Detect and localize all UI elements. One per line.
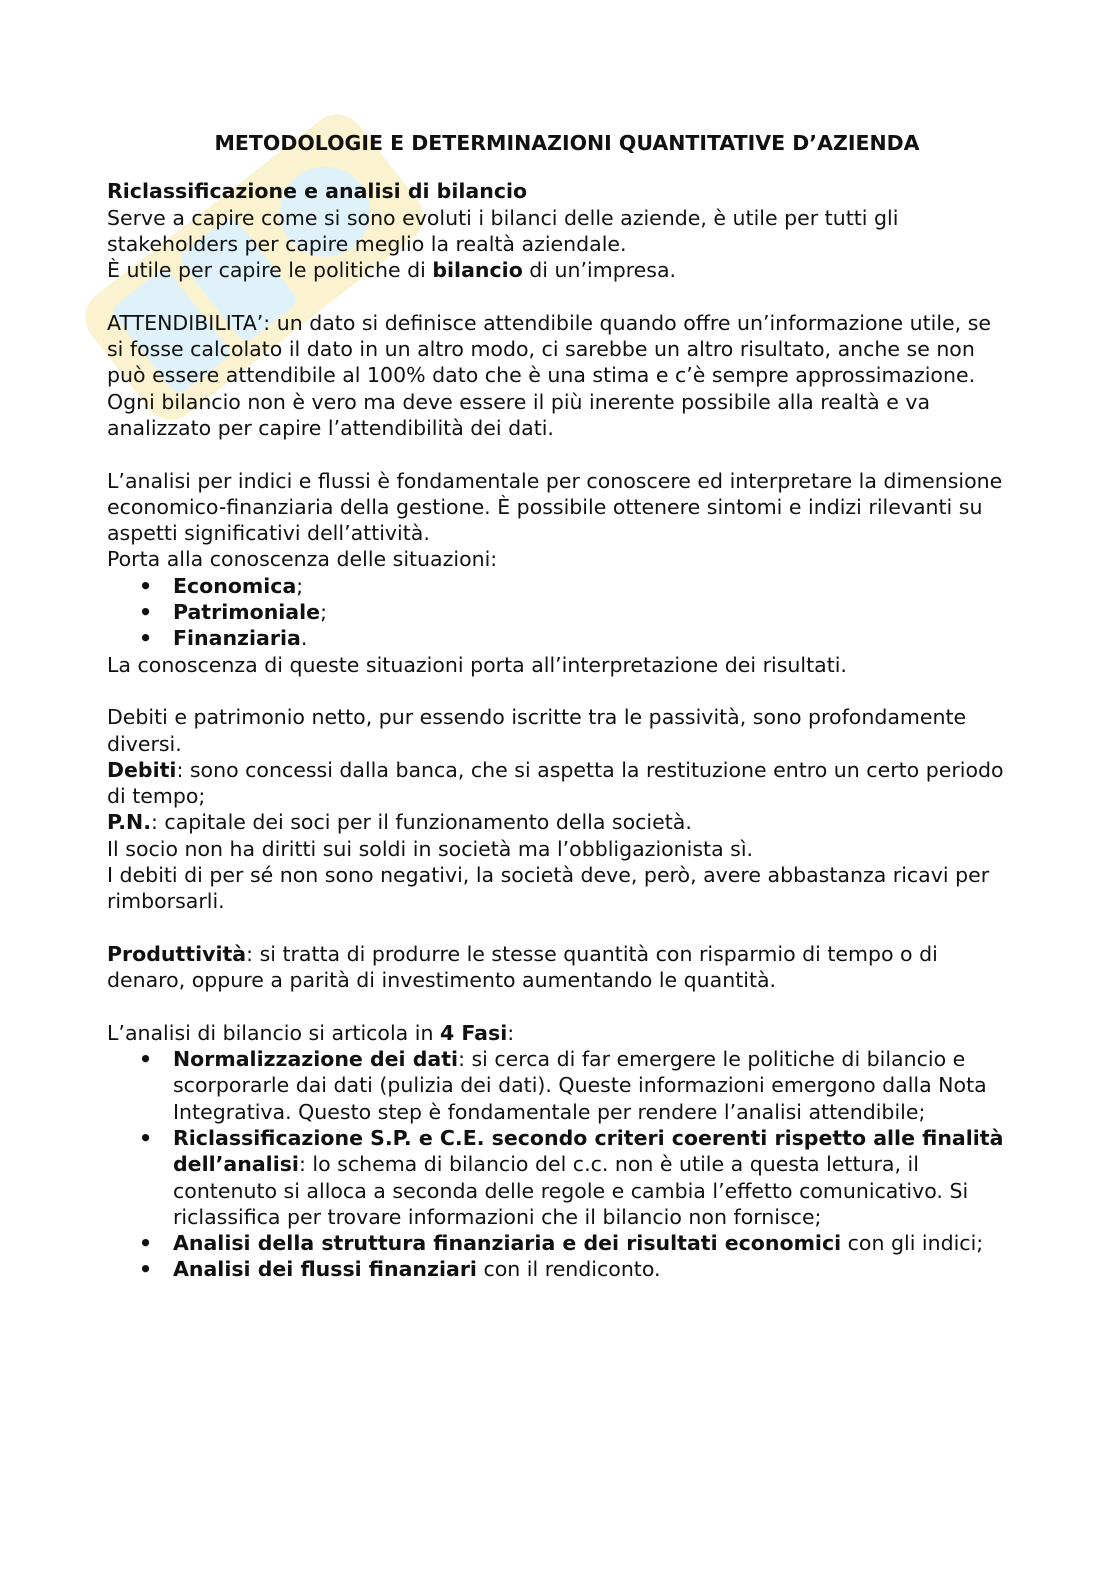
fasi-list [107, 1046, 1007, 1283]
paragraph: I debiti di per sé non sono negativi, la società deve, però, avere abbastanza ricavi per rimborsarli. [107, 863, 990, 914]
paragraph: L’analisi di bilancio si articola in 4 Fasi: [107, 1020, 515, 1045]
document-page [107, 130, 1007, 1283]
paragraph: ATTENDIBILITA’: un dato si definisce attendibile quando offre un’informazione utile, se si fosse calcolato il dato in un altro modo, ci sarebbe un altro risultato, anche se non può essere attendibile al 100% dato che è una stima e c’è sempre approssimazione. [107, 310, 991, 388]
list-item: • Normalizzazione dei dati: si cerca di far emergere le politiche di bilancio e scorporarle dai dati (pulizia dei dati). Queste informazioni emergono dalla Nota Integrativa. Questo step è fondamentale per rendere l’analisi attendibile; [107, 1046, 1007, 1125]
paragraph: Debiti e patrimonio netto, pur essendo iscritte tra le passività, sono profondamente diversi. [107, 705, 967, 756]
section-heading: Riclassificazione e analisi di bilancio [107, 179, 528, 204]
list-item: • Analisi dei flussi finanziari con il rendiconto. [107, 1256, 1007, 1282]
paragraph: Il socio non ha diritti sui soldi in società ma l’obbligazionista sì. [107, 836, 754, 861]
paragraph: Ogni bilancio non è vero ma deve essere il più inerente possibile alla realtà e va analizzato per capire l’attendibilità dei dati. [107, 389, 931, 440]
list-item: • Patrimoniale; [107, 599, 1007, 625]
paragraph: Debiti: sono concessi dalla banca, che si aspetta la restituzione entro un certo periodo di tempo; [107, 757, 1004, 809]
list-item: • Riclassificazione S.P. e C.E. secondo criteri coerenti rispetto alle finalità dell’analisi: lo schema di bilancio del c.c. non è utile a questa lettura, il contenuto si alloca a seconda delle regole e cambia l’effetto comunicativo. Si riclassifica per trovare informazioni che il bilancio non fornisce; [107, 1125, 1007, 1230]
paragraph: La conoscenza di queste situazioni porta all’interpretazione dei risultati. [107, 652, 847, 677]
list-item: • Economica; [107, 573, 1007, 599]
paragraph: Produttività: si tratta di produrre le stesse quantità con risparmio di tempo o di denaro, oppure a parità di investimento aumentando le quantità. [107, 941, 938, 993]
list-item: • Analisi della struttura finanziaria e dei risultati economici con gli indici; [107, 1230, 1007, 1256]
list-item: • Finanziaria. [107, 625, 1007, 651]
situazioni-list [107, 573, 1007, 652]
paragraph: Porta alla conoscenza delle situazioni: [107, 547, 498, 572]
paragraph: È utile per capire le politiche di bilancio di un’impresa. [107, 258, 677, 283]
document-title: METODOLOGIE E DETERMINAZIONI QUANTITATIVE D’AZIENDA [214, 131, 920, 155]
paragraph: L’analisi per indici e flussi è fondamentale per conoscere ed interpretare la dimensione economico-finanziaria della gestione. È possibile ottenere sintomi e indizi rilevanti su aspetti significativi dell’attività. [107, 468, 1003, 546]
paragraph: Serve a capire come si sono evoluti i bilanci delle aziende, è utile per tutti gli stakeholders per capire meglio la realtà aziendale. [107, 205, 899, 256]
paragraph: P.N.: capitale dei soci per il funzionamento della società. [107, 810, 692, 835]
